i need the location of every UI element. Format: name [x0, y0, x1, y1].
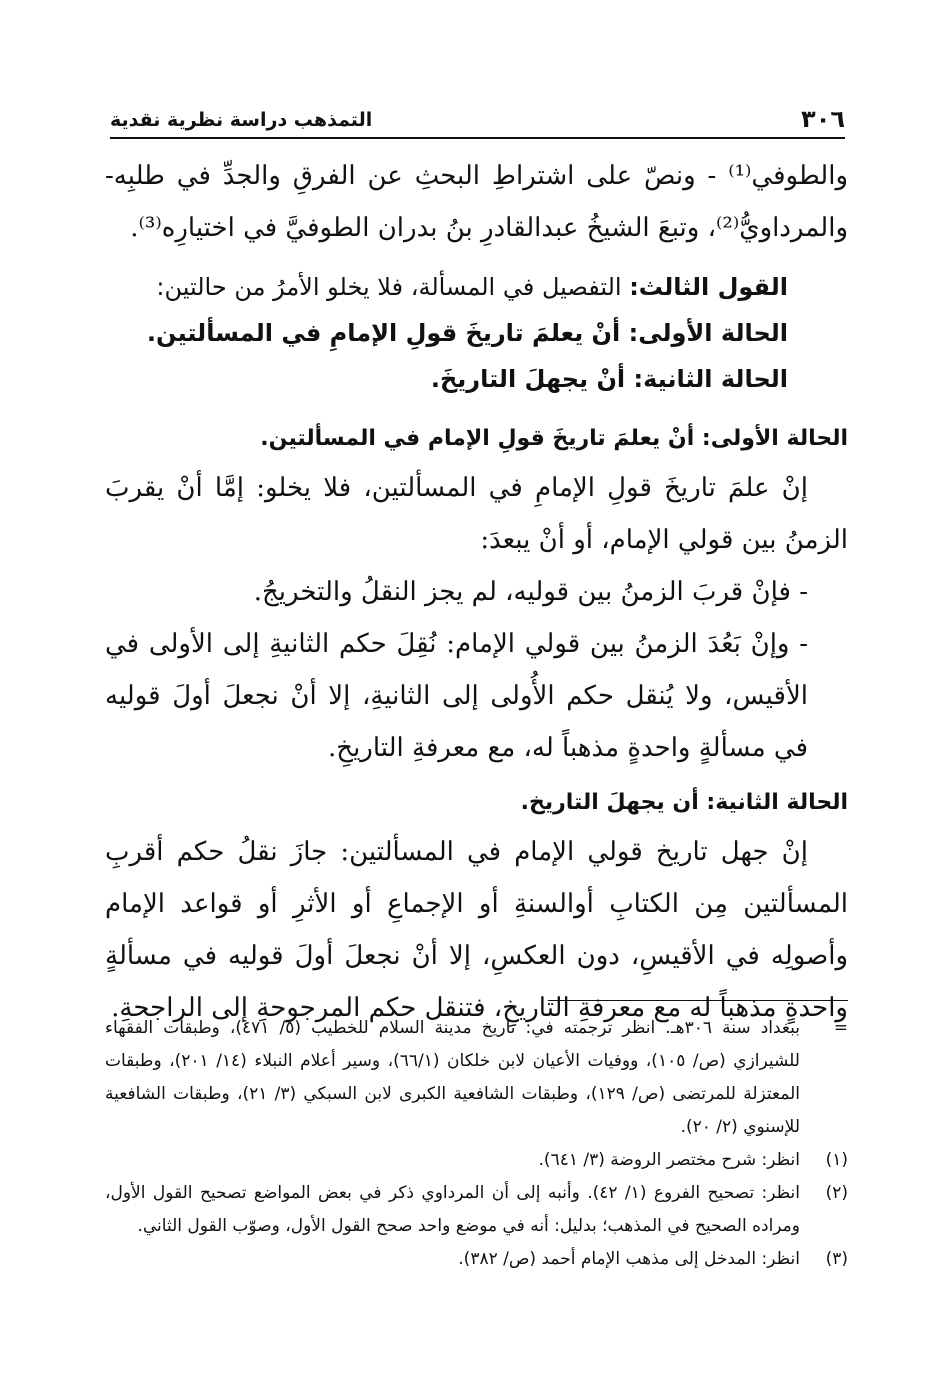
footnote-3: [105, 1243, 848, 1276]
main-text: [105, 150, 848, 1034]
page-number: ٣٠٦: [801, 105, 845, 133]
bullet-far-time: - وإنْ بَعُدَ الزمنُ بين قولي الإمام: نُقِلَ حكم الثانيةِ إلى الأولى في الأقيس، ولا يُنقل حكم الأُولى إلى الثانيةِ، إلا أنْ نجعلَ أولَ قوليه في مسألةٍ واحدةٍ مذهباً له، مع معرفةِ التاريخِ.: [105, 629, 808, 763]
section-heading-second-case: الحالة الثانية: أن يجهلَ التاريخ.: [520, 790, 848, 815]
intro-paragraph: والطوفي⁽¹⁾ - ونصّ على اشتراطِ البحثِ عن الفرقِ والجدِّ في طلبِه- والمرداويُّ⁽²⁾، وتبعَ الشيخُ عبدالقادرِ بنُ بدران الطوفيَّ في اختيارِه⁽³⁾.: [105, 161, 848, 243]
footnote-continued: [105, 1012, 848, 1144]
third-opinion-text: التفصيل في المسألة، فلا يخلو الأمرُ من حالتين:: [156, 273, 630, 301]
first-case-line: الحالة الأولى: أنْ يعلمَ تاريخَ قولِ الإمامِ في المسألتين.: [146, 319, 788, 347]
second-case-line: الحالة الثانية: أنْ يجهلَ التاريخَ.: [430, 365, 788, 393]
third-opinion-label: القول الثالث:: [629, 273, 788, 301]
footnote-text: ببغداد سنة ٣٠٦هـ. انظر ترجمته في: تاريخ مدينة السلام للخطيب (٥/ ٤٧١)، وطبقات الفقهاء للشيرازي (ص/ ١٠٥)، ووفيات الأعيان لابن خلكان (٦٦/١)، وسير أعلام النبلاء (١٤/ ٢٠١)، وطبقات المعتزلة للمرتضى (ص/ ١٢٩)، وطبقات الشافعية الكبرى لابن السبكي (٣/ ٢١)، وطبقات الشافعية للإسنوي (٢/ ٢٠).: [105, 1018, 800, 1137]
first-case-paragraph: إنْ علمَ تاريخَ قولِ الإمامِ في المسألتين، فلا يخلو: إمَّا أنْ يقربَ الزمنُ بين قولي الإمام، أو أنْ يبعدَ:: [105, 473, 848, 555]
footnote-divider: [548, 1000, 848, 1001]
running-title: التمذهب دراسة نظرية نقدية: [110, 109, 373, 131]
footnotes: [105, 1012, 848, 1276]
third-opinion-line: [105, 264, 788, 310]
bullet-near-time: - فإنْ قربَ الزمنُ بين قوليه، لم يجز النقلُ والتخريجُ.: [253, 577, 808, 607]
page-header: [110, 95, 845, 139]
footnote-mark: (٢): [825, 1183, 848, 1203]
footnote-2: [105, 1177, 848, 1243]
footnote-text: انظر: تصحيح الفروع (١/ ٤٢). وأنبه إلى أن المرداوي ذكر في بعض المواضع تصحيح القول الأول، ومراده الصحيح في المذهب؛ بدليل: أنه في موضع واحد صحح القول الأول، وصوّب القول الثاني.: [105, 1183, 800, 1236]
footnote-mark: (١): [825, 1150, 848, 1170]
footnote-1: [105, 1144, 848, 1177]
section-heading-first-case: الحالة الأولى: أنْ يعلمَ تاريخَ قولِ الإمام في المسألتين.: [260, 426, 848, 451]
footnote-text: انظر: المدخل إلى مذهب الإمام أحمد (ص/ ٣٨٢).: [458, 1249, 800, 1269]
third-opinion-block: [105, 264, 848, 402]
footnote-mark: (٣): [825, 1249, 848, 1269]
second-case-paragraph: إنْ جهل تاريخ قولي الإمام في المسألتين: جازَ نقلُ حكم أقربِ المسألتين مِن الكتابِ أوالسنةِ أو الإجماعِ أو الأثرِ أو قواعد الإمام وأصولِه في الأقيسِ، دون العكسِ، إلا أنْ نجعلَ أولَ قوليه في مسألةٍ واحدةٍ مذهباً له مع معرفةِ التاريخِ، فتنقل حكم المرجوحةِ إلى الراجحةِ.: [105, 837, 848, 1023]
footnote-text: انظر: شرح مختصر الروضة (٣/ ٦٤١).: [538, 1150, 800, 1170]
footnote-mark: =: [833, 1018, 848, 1038]
